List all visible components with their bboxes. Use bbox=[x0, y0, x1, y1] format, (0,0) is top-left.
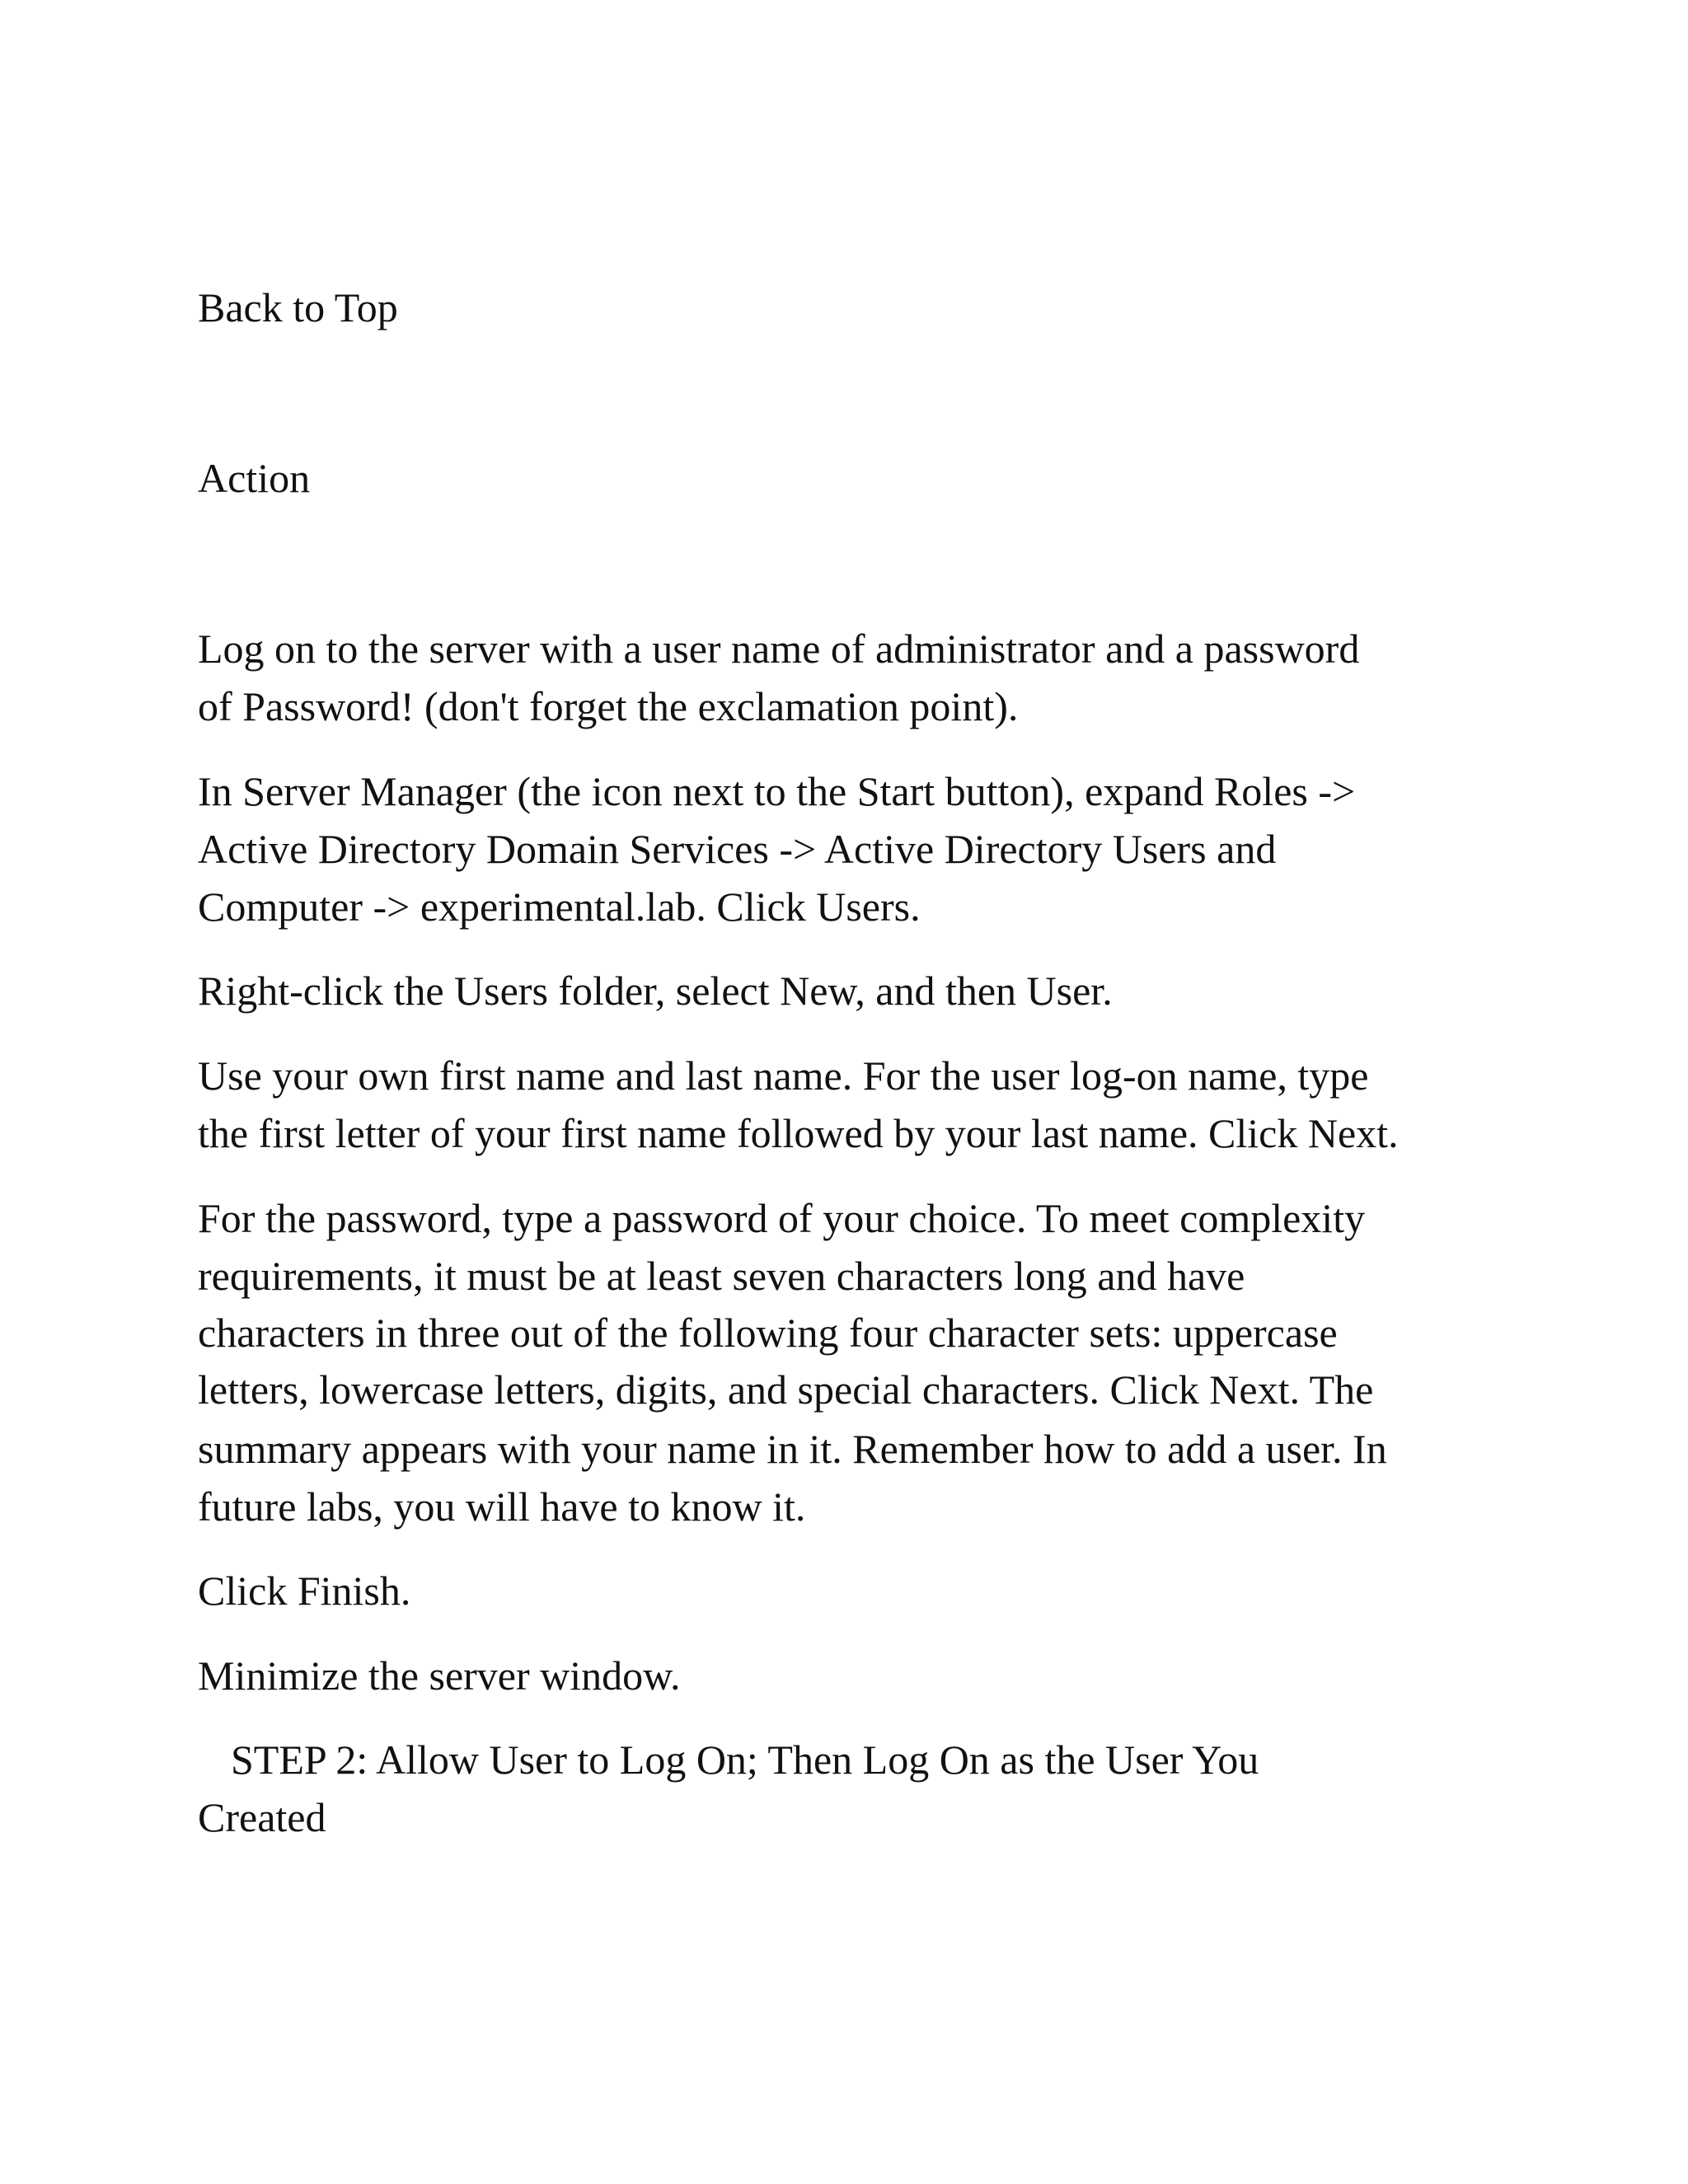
paragraph-line: Right-click the Users folder, select New, and then User. bbox=[198, 968, 1113, 1014]
paragraph-line: of Password! (don't forget the exclamation point). bbox=[198, 683, 1019, 729]
paragraph-line: Use your own first name and last name. For the user log-on name, type bbox=[198, 1052, 1369, 1099]
paragraph-line: In Server Manager (the icon next to the Start button), expand Roles -> bbox=[198, 768, 1356, 814]
paragraph-line: letters, lowercase letters, digits, and special characters. Click Next. The bbox=[198, 1366, 1374, 1413]
paragraph-line: Click Finish. bbox=[198, 1568, 411, 1614]
paragraph-line: Log on to the server with a user name of administrator and a password bbox=[198, 626, 1360, 672]
paragraph-line: characters in three out of the following four character sets: uppercase bbox=[198, 1310, 1338, 1356]
paragraph-line: For the password, type a password of your choice. To meet complexity bbox=[198, 1195, 1366, 1241]
section-heading: Action bbox=[198, 455, 311, 501]
paragraph-line: Minimize the server window. bbox=[198, 1652, 681, 1699]
step-heading-line: STEP 2: Allow User to Log On; Then Log On as the User You bbox=[231, 1736, 1259, 1783]
paragraph-line: the first letter of your first name followed by your last name. Click Next. bbox=[198, 1110, 1399, 1156]
paragraph-line: future labs, you will have to know it. bbox=[198, 1483, 806, 1530]
paragraph-line: Active Directory Domain Services -> Active Directory Users and bbox=[198, 826, 1277, 872]
paragraph-line: summary appears with your name in it. Remember how to add a user. In bbox=[198, 1426, 1387, 1472]
paragraph-line: Computer -> experimental.lab. Click Users. bbox=[198, 883, 921, 930]
paragraph-line: requirements, it must be at least seven characters long and have bbox=[198, 1253, 1245, 1299]
back-to-top-link[interactable]: Back to Top bbox=[198, 284, 398, 330]
step-heading-line: Created bbox=[198, 1794, 326, 1840]
